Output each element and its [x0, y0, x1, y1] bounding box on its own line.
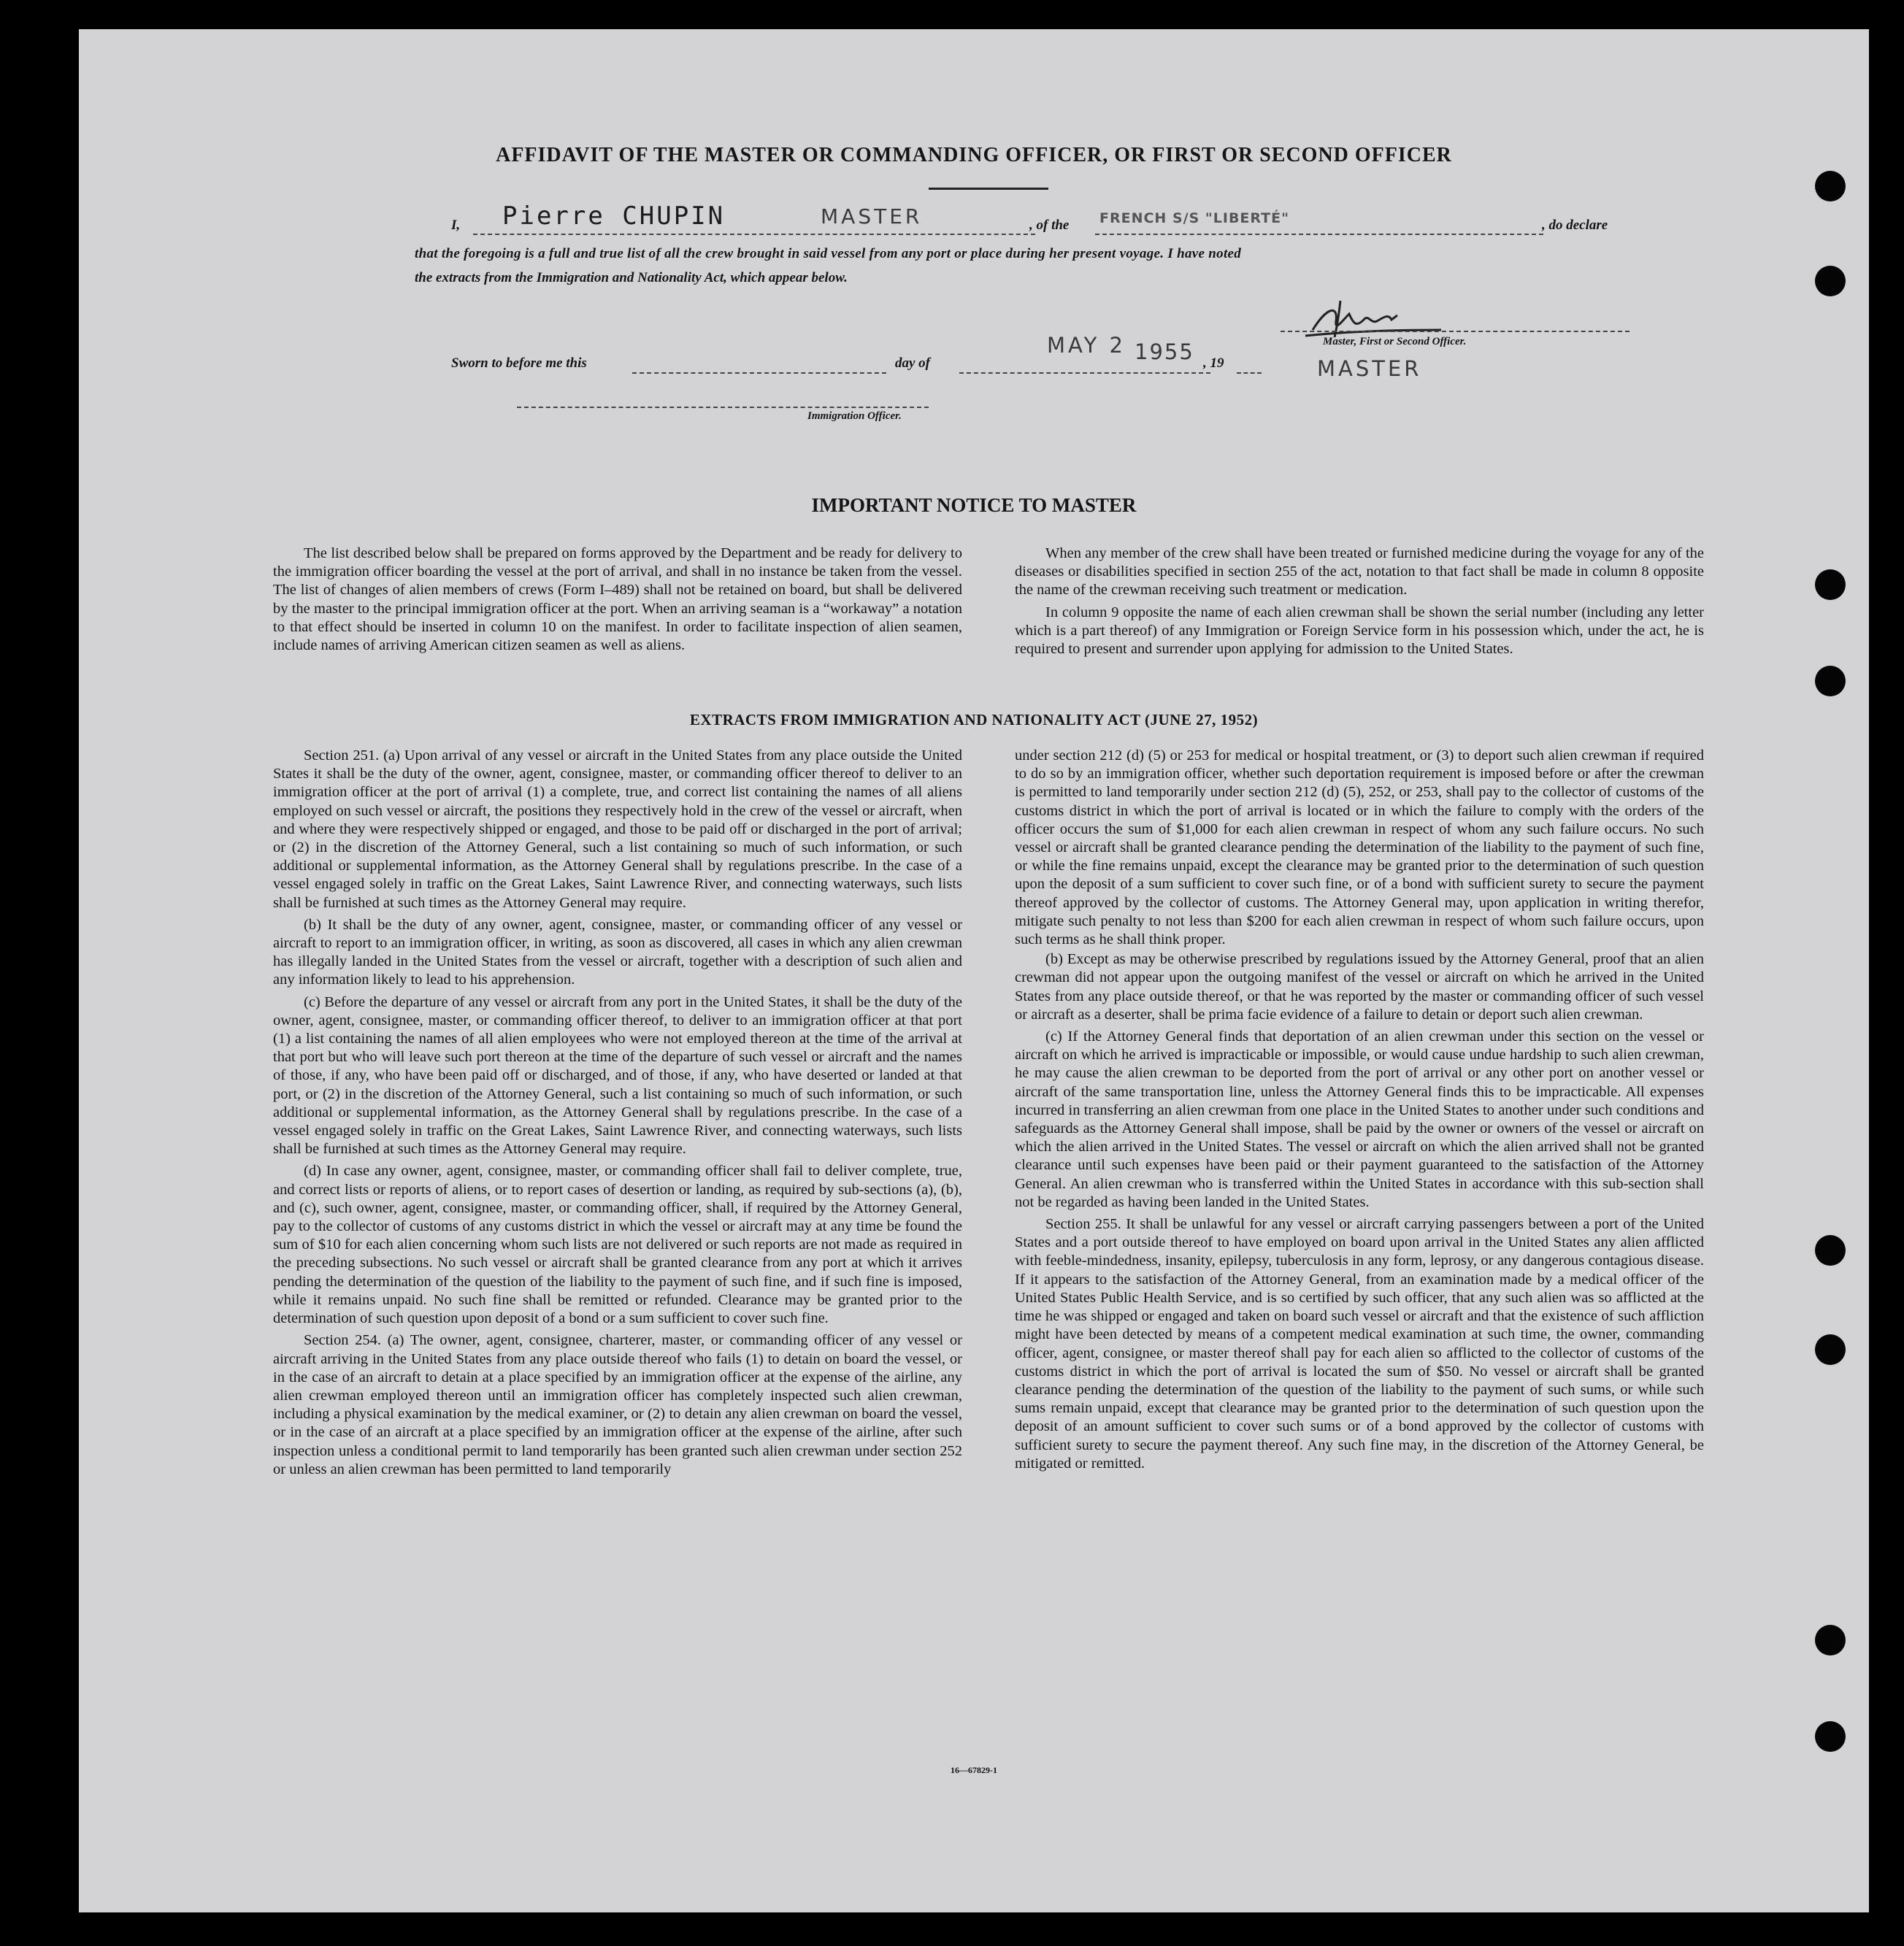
vessel-field-line [1095, 234, 1543, 235]
of-the-label: , of the [1029, 218, 1070, 233]
extracts-right-column [1015, 747, 1704, 1477]
nineteen-label: , 19 [1203, 355, 1224, 371]
signature-line [1281, 331, 1629, 332]
day-of-label: day of [895, 355, 931, 371]
binder-hole [1815, 266, 1846, 296]
section-254-b: (b) Except as may be otherwise prescribed by regulations issued by the Attorney General, proof that an alien crewman did not appear upon the outgoing manifest of the vessel or aircraft on which he arrived in the United States from any place outside thereof, or that he was reported by the master or commanding officer of such vessel or aircraft as a deserter, shall be prima facie evidence of a failure to detain or deport such alien crewman. [1015, 951, 1704, 1023]
section-254-a-continued: under section 212 (d) (5) or 253 for medical or hospital treatment, or (3) to deport such alien crewman if required to do so by an immigration officer, whether such deportation requirement is imposed before or after the crewman is permitted to land temporarily under section 212 (d) (5), 252, or 253, shall pay to the collector of customs of the customs district in which the port of arrival is located or in which the failure to comply with the orders of the officer occurs the sum of $1,000 for each alien crewman in respect of whom any such failure occurs. No such vessel or aircraft shall be granted clearance pending the determination of the liability to the payment of such fine, or while the fine remains unpaid, except the clearance may be granted prior to the determination of such question upon the deposit of a sum sufficient to cover such fine, or of a bond with sufficient surety to secure the payment thereof approved by the collector of customs. The Attorney General may, upon application in writing therefor, mitigate such penalty to not less than $200 for each alien crewman in respect of whom such failure occurs, upon such terms as he shall think proper. [1015, 747, 1704, 948]
signature-caption: Master, First or Second Officer. [1323, 336, 1467, 347]
sworn-label: Sworn to before me this [451, 355, 587, 371]
master-name: Pierre CHUPIN [502, 201, 726, 231]
title-divider [929, 188, 1048, 190]
officer-signature-line [517, 407, 929, 408]
affidavit-title: AFFIDAVIT OF THE MASTER OR COMMANDING OFFICER, OR FIRST OR SECOND OFFICER [496, 144, 1452, 166]
form-code: 16—67829-1 [951, 1765, 997, 1775]
master-title-stamp: MASTER [821, 204, 923, 228]
sworn-month-line [959, 372, 1210, 374]
section-254-c: (c) If the Attorney General finds that deportation of an alien crewman under this section on the vessel or aircraft on which he arrived is impracticable or impossible, or would cause undue hardship to such alien crewman, he may cause the alien crewman to be deported from the port of arrival or any other port on another vessel or aircraft of the same transportation line, unless the Attorney General finds this to be impracticable. All expenses incurred in transferring an alien crewman from one place in the United States to another under such conditions and safeguards as the Attorney General shall impose, shall be paid by the owner or owners of the vessel or aircraft on which the alien arrived in the United States. The vessel or aircraft on which the alien arrived shall not be granted clearance until such expenses have been paid or their payment guaranteed to the satisfaction of the Attorney General. An alien crewman who is transferred within the United States in accordance with this sub-section shall not be regarded as having been landed in the United States. [1015, 1028, 1704, 1210]
section-255: Section 255. It shall be unlawful for any vessel or aircraft carrying passengers between a port of the United States and a port outside thereof to have employed on board upon arrival in the United States any alien afflicted with feeble-mindedness, insanity, epilepsy, tuberculosis in any form, leprosy, or any dangerous contagious disease. If it appears to the satisfaction of the Attorney General, from an examination made by a medical officer of the United States Public Health Service, and is so certified by such officer, that any such alien was so afflicted at the time he was shipped or engaged and taken on board such vessel or aircraft and that the existence of such affliction might have been detected by means of a competent medical examination at such time, the owner, commanding officer, agent, consignee, or master thereof shall pay for each alien so afflicted to the collector of customs of the customs district in which the port of arrival is located the sum of $50. No vessel or aircraft shall be granted clearance pending the determination of the question of the liability to the payment of such sums, or while such sums remain unpaid, except that clearance may be granted prior to the determination of such question upon the deposit of an amount sufficient to cover such sums or of a bond approved by the collector of customs with sufficient surety to secure the payment thereof. Any such fine may, in the discretion of the Attorney General, be mitigated or remitted. [1015, 1216, 1704, 1472]
statement-line-1: that the foregoing is a full and true list of all the crew brought in said vessel from any port or place during her present voyage. I have noted [415, 246, 1242, 261]
notice-right-paragraph-2: In column 9 opposite the name of each alien crewman shall be shown the serial number (including any letter which is a part thereof) of any Immigration or Foreign Service form in his possession which, under the act, he is required to present and surrender upon applying for admission to the United States. [1015, 604, 1704, 658]
signer-stamp: MASTER [1317, 356, 1422, 381]
do-declare-label: , do declare [1542, 218, 1608, 233]
section-254-a: Section 254. (a) The owner, agent, consignee, charterer, master, or commanding officer of any vessel or aircraft arriving in the United States from any place outside thereof who fails (1) to detain on board the vessel, or in the case of an aircraft to detain at a place specified by an immigration officer at the expense of the airline, any alien crewman employed thereon until an immigration officer has completely inspected such alien crewman, including a physical examination by the medical examiner, or (2) to detain any alien crewman on board the vessel, or in the case of an aircraft at a place specified by an immigration officer at the expense of the airline, after such inspection unless a conditional permit to land temporarily has been granted such alien crewman under section 252 or unless an alien crewman has been permitted to land temporarily [273, 1332, 962, 1477]
binder-hole [1815, 1625, 1846, 1655]
date-stamp: MAY 2 [1047, 333, 1126, 358]
officer-caption: Immigration Officer. [807, 410, 902, 422]
year-stamp: 1955 [1135, 339, 1194, 364]
binder-hole [1815, 1334, 1846, 1365]
notice-left-column [273, 545, 962, 658]
section-251-b: (b) It shall be the duty of any owner, agent, consignee, master, or commanding officer of any vessel or aircraft to report to an immigration officer, in writing, as soon as discovered, all cases in which any alien crewman has illegally landed in the United States from the vessel or aircraft, together with a description of such alien and any information likely to lead to his apprehension. [273, 916, 962, 988]
sworn-day-line [632, 372, 886, 374]
notice-right-column [1015, 545, 1704, 662]
year-line [1237, 372, 1262, 374]
binder-hole [1815, 171, 1846, 201]
vessel-stamp: FRENCH S/S "LIBERTÉ" [1099, 210, 1290, 226]
notice-right-paragraph-1: When any member of the crew shall have been treated or furnished medicine during the voyage for any of the diseases or disabilities specified in section 255 of the act, notation to that fact shall be made in column 8 opposite the name of the crewman receiving such treatment or medication. [1015, 545, 1704, 599]
i-label: I, [451, 218, 461, 233]
section-251-d: (d) In case any owner, agent, consignee, master, or commanding officer shall fail to deliver complete, true, and correct lists or reports of aliens, or to report cases of desertion or landing, as required by sub-sections (a), (b), and (c), such owner, agent, consignee, master, or commanding officer, shall, if required by the Attorney General, pay to the collector of customs of any customs district in which the vessel or aircraft may at any time be found the sum of $10 for each alien concerning whom such lists are not delivered or such reports are not made as required in the preceding subsections. No such vessel or aircraft shall be granted clearance from any port at which it arrives pending the determination of the question of the liability to the payment of such fine, and if such fine is imposed, while it remains unpaid. No such fine shall be remitted or refunded. Clearance may be granted prior to the determination of such question upon deposit of a bond or a sum sufficient to cover such fine. [273, 1163, 962, 1327]
section-251-a: Section 251. (a) Upon arrival of any vessel or aircraft in the United States from any place outside the United States it shall be the duty of the owner, agent, consignee, master, or commanding officer thereof to deliver to an immigration officer at the port of arrival (1) a complete, true, and correct list containing the names of all aliens employed on such vessel or aircraft, the positions they respectively hold in the crew of the vessel or aircraft, when and where they were respectively shipped or engaged, and those to be paid off or discharged in the port of arrival; or (2) in the discretion of the Attorney General, such a list containing so much of such information, or such additional or supplemental information, as the Attorney General shall by regulations prescribe. In the case of a vessel engaged solely in traffic on the Great Lakes, Saint Lawrence River, and connecting waterways, such lists shall be furnished at such times as the Attorney General may require. [273, 747, 962, 911]
binder-hole [1815, 569, 1846, 600]
notice-heading: IMPORTANT NOTICE TO MASTER [811, 494, 1137, 516]
section-251-c: (c) Before the departure of any vessel or aircraft from any port in the United States, it shall be the duty of the owner, agent, consignee, master, or commanding officer thereof, to deliver to an immigration officer at that port (1) a list containing the names of all alien employees who were not employed thereon at the time of the arrival at that port but who will leave such port thereon at the time of the departure of such vessel or aircraft and the names of those, if any, who have been paid off or discharged, and of those, if any, who have deserted or landed at that port, or (2) in the discretion of the Attorney General, such a list containing so much of such information, or such additional or supplemental information, as the Attorney General shall by regulations prescribe. In the case of a vessel engaged solely in traffic on the Great Lakes, Saint Lawrence River, and connecting waterways, such lists shall be furnished at such times as the Attorney General may require. [273, 993, 962, 1158]
binder-hole [1815, 1235, 1846, 1266]
name-field-line [473, 234, 1035, 235]
document-page [79, 29, 1869, 1912]
extracts-heading: EXTRACTS FROM IMMIGRATION AND NATIONALITY ACT (JUNE 27, 1952) [689, 711, 1259, 728]
binder-hole [1815, 1721, 1846, 1752]
notice-left-paragraph: The list described below shall be prepared on forms approved by the Department and be ready for delivery to the immigration officer boarding the vessel at the port of arrival, and shall in no instance be taken from the vessel. The list of changes of alien members of crews (Form I–489) shall not be retained on board, but shall be delivered by the master to the principal immigration officer at the port. When an arriving seaman is a “workaway” a notation to that effect should be inserted in column 10 on the manifest. In order to facilitate inspection of alien seamen, include names of arriving American citizen seamen as well as aliens. [273, 545, 962, 654]
binder-hole [1815, 666, 1846, 696]
statement-line-2: the extracts from the Immigration and Nationality Act, which appear below. [415, 270, 848, 285]
extracts-left-column [273, 747, 962, 1482]
